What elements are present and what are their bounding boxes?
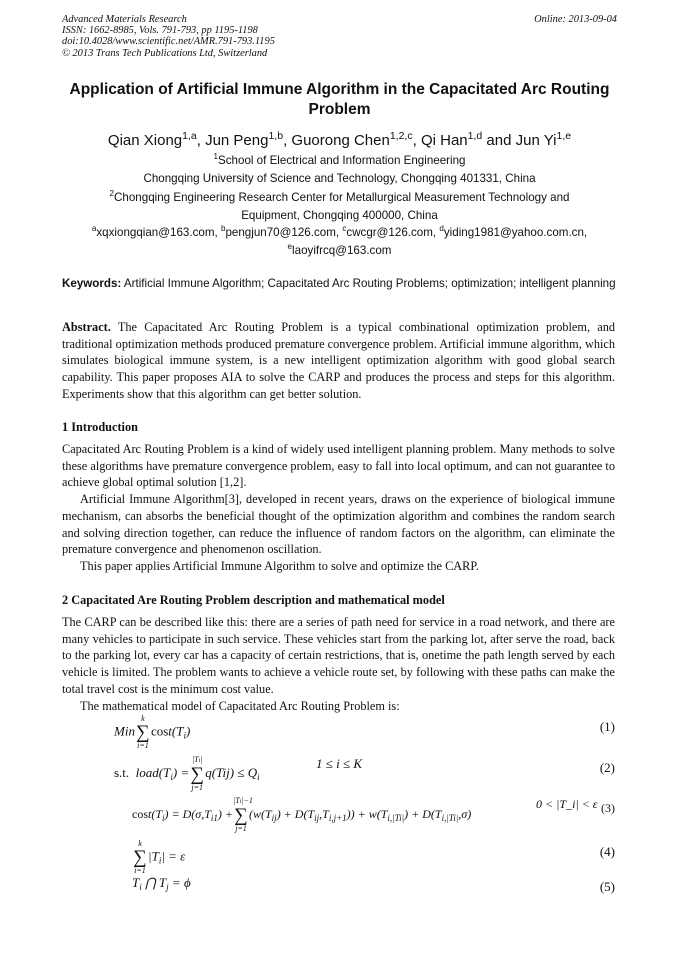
email-link[interactable]: yiding1981@yahoo.com.cn, <box>443 226 588 239</box>
abstract-text: The Capacitated Arc Routing Problem is a typical combinational optimization problem, and traditional optimization methods produced premature convergence problem. Artificial immune algorithm, which simulates biological immune system, is a new intelligent optimization algorithm with good global search capability. This paper proposes AIA to solve the CARP and produces the process and steps for this algorithm. Experiments show that this algorithm can get better solution. <box>62 320 615 401</box>
paragraph: This paper applies Artificial Immune Algorithm to solve and optimize the CARP. <box>80 558 479 573</box>
keywords-label: Keywords: <box>62 277 122 290</box>
affiliation-sup: 1 <box>213 152 219 162</box>
equation-2 <box>62 755 615 792</box>
equation-number: (5) <box>599 879 615 894</box>
author: Qi Han <box>420 132 468 149</box>
equation-formula: Min k ∑ i=1 $\cos t(T_i)$ <box>114 714 191 750</box>
email-sup: b <box>220 224 226 234</box>
equation-4 <box>62 839 615 875</box>
abstract <box>62 319 615 403</box>
email-link[interactable]: xqxiongqian@163.com, <box>96 226 218 239</box>
section1-body <box>62 441 615 575</box>
equation-1 <box>62 714 615 750</box>
author-sup: 1,b <box>268 130 284 142</box>
equation-3 <box>62 796 615 833</box>
affiliation-2 <box>62 189 617 224</box>
affiliation-line: Chongqing Engineering Research Center for Metallurgical Measurement Technology and <box>114 191 570 204</box>
email-sup: c <box>342 224 347 234</box>
section-heading: 2 Capacitated Are Routing Problem description and mathematical model <box>62 593 445 607</box>
keywords-text: Artificial Immune Algorithm; Capacitated Arc Routing Problems; optimization; intelligent planning <box>123 277 616 290</box>
paragraph: The CARP can be described like this: there are a series of path need for service in a road network, and there are many vehicles to participate in such service. These vehicles start from the parking lot, after serve the road, back to the parking lot, every car has a capacity of certain restrictions, that is, onetime the path length served by each vehicle is limited. The problem wants to achieve a vehicle route set, by following with these paths can make the total travel cost is the minimum cost value. <box>62 615 615 696</box>
copyright-line: © 2013 Trans Tech Publications Ltd, Switzerland <box>62 47 268 59</box>
journal-name: Advanced Materials Research <box>62 14 187 25</box>
section-heading: 1 Introduction <box>62 420 138 434</box>
author-sup: 1,d <box>467 130 483 142</box>
equation-number: (3) <box>601 801 615 815</box>
author-list: Qian Xiong$^{1,a}$, Jun Peng$^{1,b}$, Guorong Chen$^{1,2,c}$, Qi Han$^{1,d}$ and Jun Yi$^{1,e}$ <box>107 130 572 149</box>
abstract-label: Abstract. <box>62 320 111 334</box>
equation-prefix: s.t. <box>114 764 130 780</box>
paragraph: Artificial Immune Algorithm[3], developed in recent years, draws on the experience of biological immune mechanism, can absorbs the beneficial thought of the optimization algorithm and combines the random search and solving direction together, can reduce the influence of random factors on the algorithm, can eliminate the premature convergence and phenomenon oscillation. <box>62 492 615 557</box>
author: Jun Yi <box>515 132 557 149</box>
affiliation-sup: 2 <box>109 189 115 199</box>
author: Guorong Chen <box>291 132 390 149</box>
paper-title: Application of Artificial Immune Algorithm in the Capacitated Arc Routing Problem <box>69 81 610 118</box>
email-link[interactable]: cwcgr@126.com, <box>346 226 437 239</box>
affiliation-line: Chongqing University of Science and Technology, Chongqing 401331, China <box>143 171 536 185</box>
keywords <box>62 276 617 292</box>
equation-condition: 0 < |T_i| < ε <box>536 797 598 811</box>
author-sup: 1,e <box>556 130 572 142</box>
issn-line: ISSN: 1662-8985, Vols. 791-793, pp 1195-1198 <box>62 25 258 37</box>
doi-line: doi:10.4028/www.scientific.net/AMR.791-793.1195 <box>62 36 275 48</box>
email-sup: e <box>287 241 293 251</box>
equation-5 <box>62 875 615 905</box>
section2-body <box>62 614 615 714</box>
email-list <box>62 224 617 259</box>
equation-number: (1) <box>599 719 615 734</box>
email-sup: a <box>91 224 97 234</box>
equation-formula: $\cos t(T_i) = D(\sigma,T_{i1})$ + |Ti|−1 ∑ j=1 $(w(T_{ij}) + D(T_{ij},T_{i,j+1})) + w(T_{i,|Ti|}) + D(T_{i,|Ti|},\sigma)$ <box>132 796 472 833</box>
author-sup: 1,a <box>182 130 197 142</box>
equation-range: 1 ≤ i ≤ K <box>316 756 363 771</box>
affiliation-1 <box>62 152 617 187</box>
equation-formula: s.t. $load(T_i)$ = |Ti| ∑ j=1 $q(Tij) \le Q_i$ <box>114 755 260 792</box>
email-link[interactable]: laoyifrcq@163.com <box>292 243 392 257</box>
affiliation-line: School of Electrical and Information Engineering <box>218 154 466 167</box>
author-sup: 1,2,c <box>389 130 413 142</box>
equation-number: (4) <box>599 844 615 859</box>
equation-formula: k ∑ i=1 $|T_i| = \varepsilon$ <box>133 839 186 875</box>
paragraph: Capacitated Arc Routing Problem is a kind of widely used intelligent planning problem. Many methods to solve these algorithms have premature convergence problem, easy to fall into local optimum, and can not guarantee to achieve global optimal solution [1,2]. <box>62 442 615 490</box>
equation-formula: $T_i$ ⋂ $T_j = \phi$ <box>132 875 191 892</box>
online-date: Online: 2013-09-04 <box>534 14 617 25</box>
equation-number: (2) <box>599 760 615 775</box>
email-sup: d <box>439 224 444 234</box>
journal-header <box>62 14 617 59</box>
paragraph: The mathematical model of Capacitated Arc Routing Problem is: <box>80 698 400 713</box>
email-link[interactable]: pengjun70@126.com, <box>225 226 340 239</box>
author: Qian Xiong <box>107 132 183 149</box>
author: Jun Peng <box>205 132 269 149</box>
affiliation-line: Equipment, Chongqing 400000, China <box>241 208 438 222</box>
